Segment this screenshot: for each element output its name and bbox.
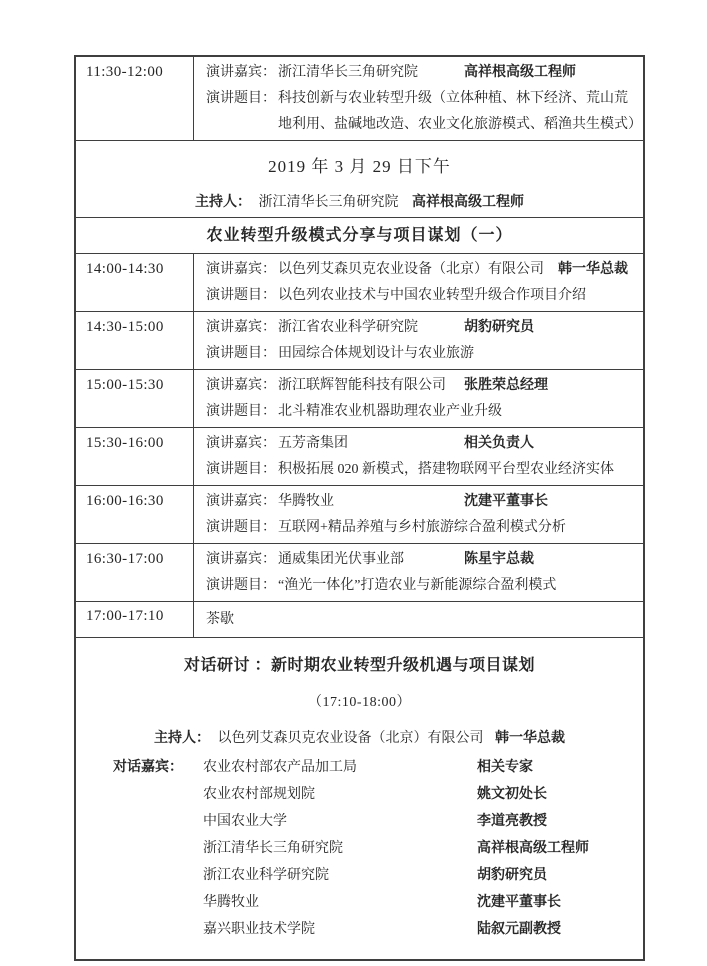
guest-org: 浙江清华长三角研究院 bbox=[203, 841, 343, 856]
speaker-org: 以色列艾森贝克农业设备（北京）有限公司 bbox=[278, 262, 544, 277]
speaker-name: 胡豹研究员 bbox=[464, 320, 534, 335]
topic-label: 演讲题目： bbox=[206, 578, 276, 593]
topic-text: 互联网+精品养殖与乡村旅游综合盈利模式分析 bbox=[278, 520, 566, 535]
topic-label: 演讲题目： bbox=[206, 91, 276, 106]
time-cell: 14:30-15:00 bbox=[76, 312, 194, 369]
time-cell: 16:00-16:30 bbox=[76, 486, 194, 543]
guest-org: 浙江农业科学研究院 bbox=[203, 868, 329, 883]
speaker-label: 演讲嘉宾： bbox=[206, 494, 276, 509]
guest-name: 高祥根高级工程师 bbox=[477, 841, 589, 856]
session-content bbox=[194, 254, 643, 311]
speaker-org: 浙江联辉智能科技有限公司 bbox=[278, 378, 446, 393]
guest-name: 李道亮教授 bbox=[477, 814, 547, 829]
guest-name: 胡豹研究员 bbox=[477, 868, 547, 883]
guest-name: 陆叙元副教授 bbox=[477, 922, 561, 937]
guest-list-label: 对话嘉宾： bbox=[113, 760, 183, 775]
host-org: 以色列艾森贝克农业设备（北京）有限公司 bbox=[217, 731, 484, 746]
speaker-org: 浙江清华长三角研究院 bbox=[278, 65, 418, 80]
tea-break-text: 茶歇 bbox=[206, 612, 234, 627]
topic-text: 田园综合体规划设计与农业旅游 bbox=[278, 346, 474, 361]
session-row bbox=[76, 57, 643, 140]
time-cell: 16:30-17:00 bbox=[76, 544, 194, 601]
speaker-name: 相关负责人 bbox=[464, 436, 534, 451]
guest-org: 中国农业大学 bbox=[203, 814, 287, 829]
host-name: 高祥根高级工程师 bbox=[412, 195, 524, 210]
time-cell: 15:00-15:30 bbox=[76, 370, 194, 427]
guest-name: 姚文初处长 bbox=[477, 787, 547, 802]
guest-org: 嘉兴职业技术学院 bbox=[203, 922, 315, 937]
speaker-name: 陈星宇总裁 bbox=[464, 552, 534, 567]
speaker-org: 浙江省农业科学研究院 bbox=[278, 320, 418, 335]
guest-org: 农业农村部规划院 bbox=[203, 787, 315, 802]
session-row bbox=[76, 485, 643, 543]
session-content bbox=[194, 486, 643, 543]
guest-name: 沈建平董事长 bbox=[477, 895, 561, 910]
host-org: 浙江清华长三角研究院 bbox=[258, 195, 399, 210]
topic-label: 演讲题目： bbox=[206, 288, 276, 303]
host-label: 主持人： bbox=[195, 195, 251, 210]
speaker-org: 通威集团光伏事业部 bbox=[278, 552, 404, 567]
session-row bbox=[76, 253, 643, 311]
guest-name: 相关专家 bbox=[477, 760, 533, 775]
conference-agenda-table bbox=[74, 55, 645, 961]
section-title: 农业转型升级模式分享与项目谋划（一） bbox=[206, 227, 513, 244]
guest-org: 农业农村部农产品加工局 bbox=[203, 760, 357, 775]
time-cell: 14:00-14:30 bbox=[76, 254, 194, 311]
session-content bbox=[194, 544, 643, 601]
topic-text: 科技创新与农业转型升级（立体种植、林下经济、荒山荒地利用、盐碱地改造、农业文化旅游模式、稻渔共生模式） bbox=[278, 91, 642, 132]
topic-label: 演讲题目： bbox=[206, 404, 276, 419]
guest-org: 华腾牧业 bbox=[203, 895, 259, 910]
speaker-label: 演讲嘉宾： bbox=[206, 378, 276, 393]
speaker-org: 华腾牧业 bbox=[278, 494, 334, 509]
session-content bbox=[194, 370, 643, 427]
speaker-label: 演讲嘉宾： bbox=[206, 65, 276, 80]
topic-text: “渔光一体化”打造农业与新能源综合盈利模式 bbox=[278, 578, 557, 593]
session-row bbox=[76, 543, 643, 601]
speaker-name: 韩一华总裁 bbox=[558, 262, 628, 277]
session-row bbox=[76, 311, 643, 369]
host-label: 主持人： bbox=[154, 731, 210, 746]
topic-text: 北斗精准农业机器助理农业产业升级 bbox=[278, 404, 502, 419]
tea-break-row bbox=[76, 601, 643, 637]
speaker-org: 五芳斋集团 bbox=[278, 436, 348, 451]
session-row bbox=[76, 427, 643, 485]
time-cell: 17:00-17:10 bbox=[76, 602, 194, 637]
time-cell: 15:30-16:00 bbox=[76, 428, 194, 485]
speaker-label: 演讲嘉宾： bbox=[206, 552, 276, 567]
speaker-label: 演讲嘉宾： bbox=[206, 436, 276, 451]
guest-list bbox=[113, 754, 643, 943]
time-cell: 11:30-12:00 bbox=[76, 57, 194, 140]
dialog-section-row bbox=[76, 637, 643, 959]
speaker-label: 演讲嘉宾： bbox=[206, 320, 276, 335]
date-title: 2019 年 3 月 29 日下午 bbox=[268, 157, 451, 176]
session-row bbox=[76, 369, 643, 427]
speaker-name: 沈建平董事长 bbox=[464, 494, 548, 509]
speaker-name: 张胜荣总经理 bbox=[464, 378, 548, 393]
topic-text: 以色列农业技术与中国农业转型升级合作项目介绍 bbox=[278, 288, 586, 303]
topic-text: 积极拓展 020 新模式，搭建物联网平台型农业经济实体 bbox=[278, 462, 614, 477]
topic-label: 演讲题目： bbox=[206, 520, 276, 535]
topic-label: 演讲题目： bbox=[206, 462, 276, 477]
session-content bbox=[194, 312, 643, 369]
dialog-title: 对话研讨 ：新时期农业转型升级机遇与项目谋划 bbox=[183, 657, 535, 674]
speaker-label: 演讲嘉宾： bbox=[206, 262, 276, 277]
date-header-row bbox=[76, 140, 643, 217]
session-content bbox=[194, 428, 643, 485]
host-line bbox=[76, 191, 643, 211]
topic-label: 演讲题目： bbox=[206, 346, 276, 361]
host-name: 韩一华总裁 bbox=[495, 731, 565, 746]
dialog-time-range: （17:10-18:00） bbox=[308, 695, 411, 710]
dialog-host-line bbox=[76, 727, 643, 747]
session-content bbox=[194, 57, 643, 140]
section-header-row bbox=[76, 217, 643, 253]
speaker-name: 高祥根高级工程师 bbox=[464, 65, 576, 80]
